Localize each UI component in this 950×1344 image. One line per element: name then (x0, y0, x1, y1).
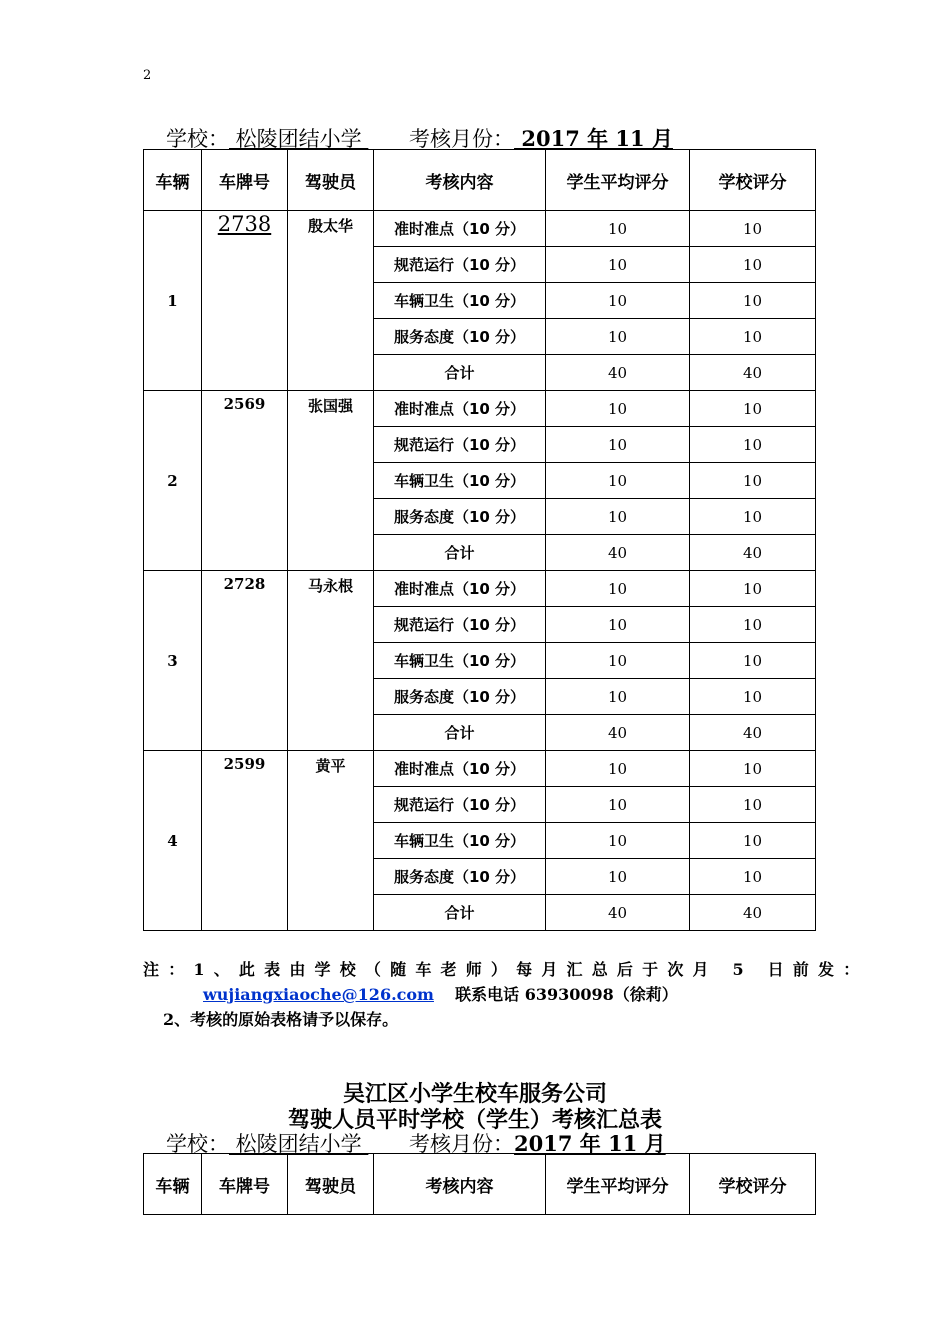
assessment-item: 准时准点（10 分） (374, 571, 546, 607)
month-value: 2017 年 11 月 (514, 126, 673, 151)
table-row (144, 211, 816, 247)
student-score: 10 (546, 463, 690, 499)
assessment-item: 服务态度（10 分） (374, 679, 546, 715)
assessment-item: 规范运行（10 分） (374, 607, 546, 643)
student-score: 10 (546, 211, 690, 247)
school-score: 10 (690, 463, 816, 499)
driver-name: 殷太华 (288, 211, 374, 391)
school-score: 10 (690, 643, 816, 679)
assessment-table (143, 149, 816, 931)
header-plate: 车牌号 (202, 150, 288, 211)
driver-name: 黄平 (288, 751, 374, 931)
school-name: 松陵团结小学 (229, 127, 369, 151)
driver-name: 张国强 (288, 391, 374, 571)
student-score: 40 (546, 895, 690, 931)
header-driver: 驾驶员 (288, 150, 374, 211)
school-score: 10 (690, 499, 816, 535)
vehicle-number: 4 (144, 751, 202, 931)
header-content: 考核内容 (374, 1154, 546, 1215)
student-score: 10 (546, 283, 690, 319)
student-score: 10 (546, 571, 690, 607)
header-student-score: 学生平均评分 (546, 1154, 690, 1215)
school-score: 10 (690, 427, 816, 463)
vehicle-number: 2 (144, 391, 202, 571)
assessment-item: 规范运行（10 分） (374, 247, 546, 283)
school-score: 10 (690, 607, 816, 643)
plate-number: 2569 (202, 391, 288, 571)
school-label: 学校： (166, 127, 229, 151)
school-score: 10 (690, 859, 816, 895)
header-school-score: 学校评分 (690, 1154, 816, 1215)
company-title: 吴江区小学生校车服务公司 (342, 1082, 607, 1107)
month-value: 2017 年 11 月 (514, 1131, 666, 1156)
header-content: 考核内容 (374, 150, 546, 211)
assessment-item: 准时准点（10 分） (374, 211, 546, 247)
header-student-score: 学生平均评分 (546, 150, 690, 211)
note-line-2 (203, 982, 678, 1005)
student-score: 40 (546, 715, 690, 751)
student-score: 10 (546, 607, 690, 643)
header-plate: 车牌号 (202, 1154, 288, 1215)
assessment-item: 车辆卫生（10 分） (374, 823, 546, 859)
student-score: 10 (546, 823, 690, 859)
header-vehicle: 车辆 (144, 150, 202, 211)
plate-number: 2728 (202, 571, 288, 751)
assessment-item: 规范运行（10 分） (374, 427, 546, 463)
student-score: 10 (546, 427, 690, 463)
assessment-table-2 (143, 1153, 816, 1215)
table-row (144, 571, 816, 607)
school-score: 10 (690, 247, 816, 283)
student-score: 10 (546, 319, 690, 355)
assessment-item: 准时准点（10 分） (374, 391, 546, 427)
school-score: 10 (690, 319, 816, 355)
report-title: 驾驶人员平时学校（学生）考核汇总表 (287, 1108, 662, 1133)
plate-number: 2599 (202, 751, 288, 931)
assessment-item: 服务态度（10 分） (374, 499, 546, 535)
student-score: 10 (546, 751, 690, 787)
table-row (144, 751, 816, 787)
student-score: 10 (546, 499, 690, 535)
school-label: 学校： (166, 1132, 229, 1156)
assessment-item: 服务态度（10 分） (374, 859, 546, 895)
assessment-item: 车辆卫生（10 分） (374, 463, 546, 499)
total-label: 合计 (374, 535, 546, 571)
school-score: 10 (690, 823, 816, 859)
total-label: 合计 (374, 895, 546, 931)
student-score: 10 (546, 679, 690, 715)
school-score: 10 (690, 679, 816, 715)
student-score: 40 (546, 535, 690, 571)
assessment-item: 服务态度（10 分） (374, 319, 546, 355)
driver-name: 马永根 (288, 571, 374, 751)
table-row (144, 391, 816, 427)
contact-phone: 联系电话 63930098（徐莉） (455, 985, 678, 1004)
table-header-row (144, 150, 816, 211)
plate-number: 2738 (202, 211, 288, 391)
school-score: 10 (690, 391, 816, 427)
school-score: 10 (690, 787, 816, 823)
header-school-score: 学校评分 (690, 150, 816, 211)
school-score: 40 (690, 895, 816, 931)
student-score: 10 (546, 391, 690, 427)
total-label: 合计 (374, 715, 546, 751)
table-header-row (144, 1154, 816, 1215)
note-line-1: 注：1、此表由学校（随车老师）每月汇总后于次月 5 日前发： (143, 960, 869, 979)
header-vehicle: 车辆 (144, 1154, 202, 1215)
vehicle-number: 3 (144, 571, 202, 751)
school-name: 松陵团结小学 (229, 1132, 369, 1156)
vehicle-number: 1 (144, 211, 202, 391)
assessment-item: 车辆卫生（10 分） (374, 643, 546, 679)
school-score: 10 (690, 571, 816, 607)
student-score: 10 (546, 787, 690, 823)
school-score: 40 (690, 355, 816, 391)
school-score: 10 (690, 283, 816, 319)
page-number: 2 (143, 68, 152, 83)
total-label: 合计 (374, 355, 546, 391)
student-score: 10 (546, 643, 690, 679)
assessment-item: 准时准点（10 分） (374, 751, 546, 787)
month-label: 考核月份： (409, 127, 515, 151)
school-score: 10 (690, 211, 816, 247)
assessment-item: 车辆卫生（10 分） (374, 283, 546, 319)
email-link[interactable]: wujiangxiaoche@126.com (203, 985, 434, 1004)
note-line-3: 2、考核的原始表格请予以保存。 (163, 1010, 399, 1029)
school-score: 40 (690, 715, 816, 751)
assessment-item: 规范运行（10 分） (374, 787, 546, 823)
student-score: 10 (546, 859, 690, 895)
school-score: 40 (690, 535, 816, 571)
student-score: 10 (546, 247, 690, 283)
month-label: 考核月份： (409, 1132, 515, 1156)
student-score: 40 (546, 355, 690, 391)
header-driver: 驾驶员 (288, 1154, 374, 1215)
school-score: 10 (690, 751, 816, 787)
